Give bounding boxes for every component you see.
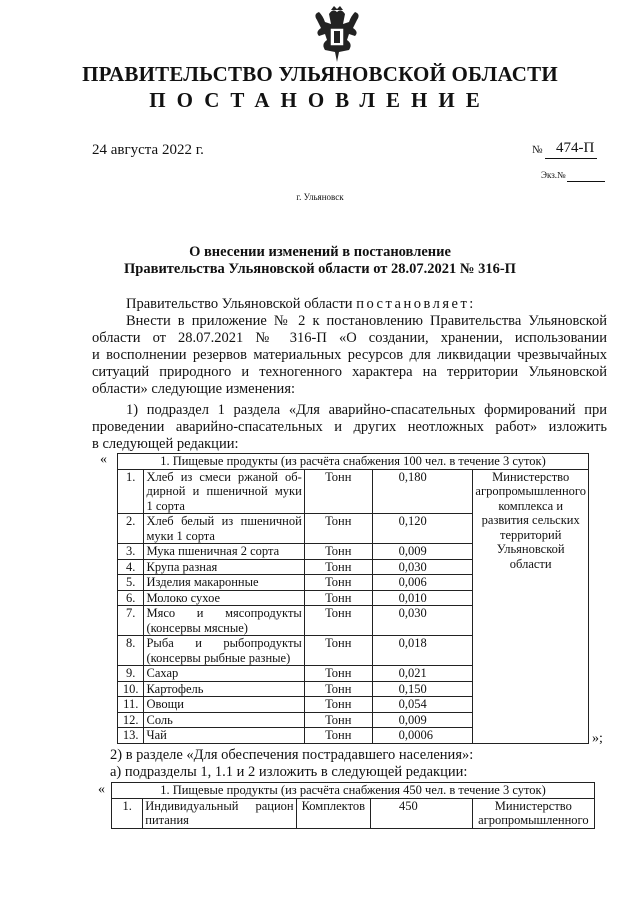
item-unit: Тонн (304, 590, 372, 606)
item-unit: Тонн (304, 712, 372, 728)
p1-line: ситуаций природного и техногенного характера на территории Ульяновской (92, 364, 607, 380)
item-quantity: 0,018 (372, 636, 473, 666)
row-number: 1. (112, 798, 143, 828)
row-number: 12. (118, 712, 144, 728)
copy-label: Экз.№ (541, 170, 566, 180)
item-name-line: (консервы рыбные разные) (146, 650, 291, 665)
item-name-line: Хлеб белый из пшеничной (146, 514, 302, 528)
item-quantity: 0,054 (372, 697, 473, 713)
item-name-line: Индивидуальный рацион (145, 798, 294, 813)
item-name (144, 636, 304, 666)
item-name-line: Мясо и мясопродукты (146, 606, 302, 620)
item-unit: Тонн (304, 636, 372, 666)
responsible-agency (473, 469, 589, 743)
p3-line: 2) в разделе «Для обеспечения пострадавшего населения»: (110, 747, 474, 763)
table1-header: 1. Пищевые продукты (из расчёта снабжения 100 чел. в течение 3 суток) (118, 454, 589, 470)
item-name-line: Рыба и рыбопродукты (146, 636, 302, 650)
city: г. Ульяновск (296, 192, 344, 202)
government-name: ПРАВИТЕЛЬСТВО УЛЬЯНОВСКОЙ ОБЛАСТИ (82, 62, 558, 86)
p4-line: а) подразделы 1, 1.1 и 2 изложить в следующей редакции: (110, 764, 468, 780)
item-quantity: 0,180 (372, 469, 473, 514)
item-name-line: муки 1 сорта (146, 528, 215, 543)
document-date: 24 августа 2022 г. (92, 142, 204, 158)
agency-line: агропромышленного (478, 813, 589, 827)
agency-line: агропромышленного (475, 484, 586, 498)
item-name: Изделия макаронные (144, 575, 304, 591)
opening-quote-1: « (100, 452, 107, 467)
item-name: Мука пшеничная 2 сорта (144, 544, 304, 560)
p2-line: 1) подраздел 1 раздела «Для аварийно-спасательных формирований при (126, 402, 607, 418)
row-number: 13. (118, 728, 144, 744)
item-unit: Тонн (304, 559, 372, 575)
item-name: Крупа разная (144, 559, 304, 575)
number-label: № (532, 144, 543, 156)
item-unit: Тонн (304, 606, 372, 636)
intro-paragraph (92, 296, 607, 313)
item-quantity: 0,030 (372, 606, 473, 636)
item-unit: Тонн (304, 575, 372, 591)
document-title (0, 244, 640, 278)
item-quantity: 450 (371, 798, 473, 828)
table2-header: 1. Пищевые продукты (из расчёта снабжения 450 чел. в течение 3 суток) (112, 783, 595, 799)
closing-quote-1: »; (592, 731, 603, 746)
item-name-line: Хлеб из смеси ржаной об- (146, 469, 302, 484)
item-unit: Тонн (304, 514, 372, 544)
row-number: 3. (118, 544, 144, 560)
row-number: 4. (118, 559, 144, 575)
row-number: 2. (118, 514, 144, 544)
item-name: Картофель (144, 681, 304, 697)
paragraph-1 (92, 313, 607, 398)
item-unit: Тонн (304, 469, 372, 514)
item-quantity: 0,010 (372, 590, 473, 606)
item-quantity: 0,009 (372, 544, 473, 560)
item-name (144, 514, 304, 544)
agency-line: развития сельских (481, 513, 580, 527)
item-name-line: 1 сорта (146, 498, 185, 513)
responsible-agency (472, 798, 594, 828)
table-food-450 (111, 782, 595, 829)
item-unit: Тонн (304, 666, 372, 682)
document-type: ПОСТАНОВЛЕНИЕ (149, 88, 491, 112)
intro-prefix: Правительство Ульяновской области (126, 296, 357, 312)
row-number: 1. (118, 469, 144, 514)
p1-line: и восполнении резервов материальных ресурсов для ликвидации чрезвычайных (92, 347, 607, 363)
row-number: 11. (118, 697, 144, 713)
p1-line: области» следующие изменения: (92, 381, 296, 397)
row-number: 5. (118, 575, 144, 591)
agency-line: области (509, 556, 552, 571)
row-number: 8. (118, 636, 144, 666)
item-name (144, 469, 304, 514)
table-food-100 (117, 453, 589, 744)
item-name: Овощи (144, 697, 304, 713)
item-unit: Тонн (304, 697, 372, 713)
item-name (143, 798, 296, 828)
agency-line: Министерство (494, 798, 572, 813)
item-quantity: 0,006 (372, 575, 473, 591)
item-name-line: (консервы мясные) (146, 620, 248, 635)
table-row (112, 798, 595, 828)
item-name-line: дирной и пшеничной муки (146, 484, 302, 498)
title-line-2: Правительства Ульяновской области от 28.07.2021 № 316-П (124, 261, 516, 277)
intro-resolves: постановляет: (356, 296, 476, 312)
table-row (118, 469, 589, 514)
p1-line: области от 28.07.2021 № 316-П «О создании, хранении, использовании (92, 330, 607, 346)
item-unit: Тонн (304, 544, 372, 560)
item-quantity: 0,0006 (372, 728, 473, 744)
item-quantity: 0,150 (372, 681, 473, 697)
row-number: 6. (118, 590, 144, 606)
agency-line: комплекса и (498, 498, 564, 513)
item-unit: Тонн (304, 681, 372, 697)
row-number: 7. (118, 606, 144, 636)
item-name: Молоко сухое (144, 590, 304, 606)
title-line-1: О внесении изменений в постановление (189, 244, 451, 260)
item-quantity: 0,021 (372, 666, 473, 682)
p2-line: в следующей редакции: (92, 436, 239, 452)
item-name: Сахар (144, 666, 304, 682)
copy-underline (567, 181, 605, 182)
item-name-line: питания (145, 813, 189, 827)
item-name: Чай (144, 728, 304, 744)
document-number: 474-П (556, 140, 595, 156)
item-quantity: 0,009 (372, 712, 473, 728)
agency-line: Ульяновской (496, 542, 565, 556)
row-number: 10. (118, 681, 144, 697)
item-unit: Комплектов (296, 798, 370, 828)
item-quantity: 0,030 (372, 559, 473, 575)
paragraph-3 (92, 747, 607, 781)
paragraph-2 (92, 402, 607, 453)
p2-line: проведении аварийно-спасательных и других неотложных работ» изложить (92, 419, 607, 435)
row-number: 9. (118, 666, 144, 682)
agency-line: Министерство (492, 469, 570, 484)
item-quantity: 0,120 (372, 514, 473, 544)
item-name: Соль (144, 712, 304, 728)
opening-quote-2: « (98, 782, 105, 797)
coat-of-arms (309, 6, 365, 68)
agency-line: территорий (500, 527, 562, 542)
item-name (144, 606, 304, 636)
p1-line: Внести в приложение № 2 к постановлению Правительства Ульяновской (126, 313, 607, 329)
item-unit: Тонн (304, 728, 372, 744)
number-underline (545, 158, 597, 159)
